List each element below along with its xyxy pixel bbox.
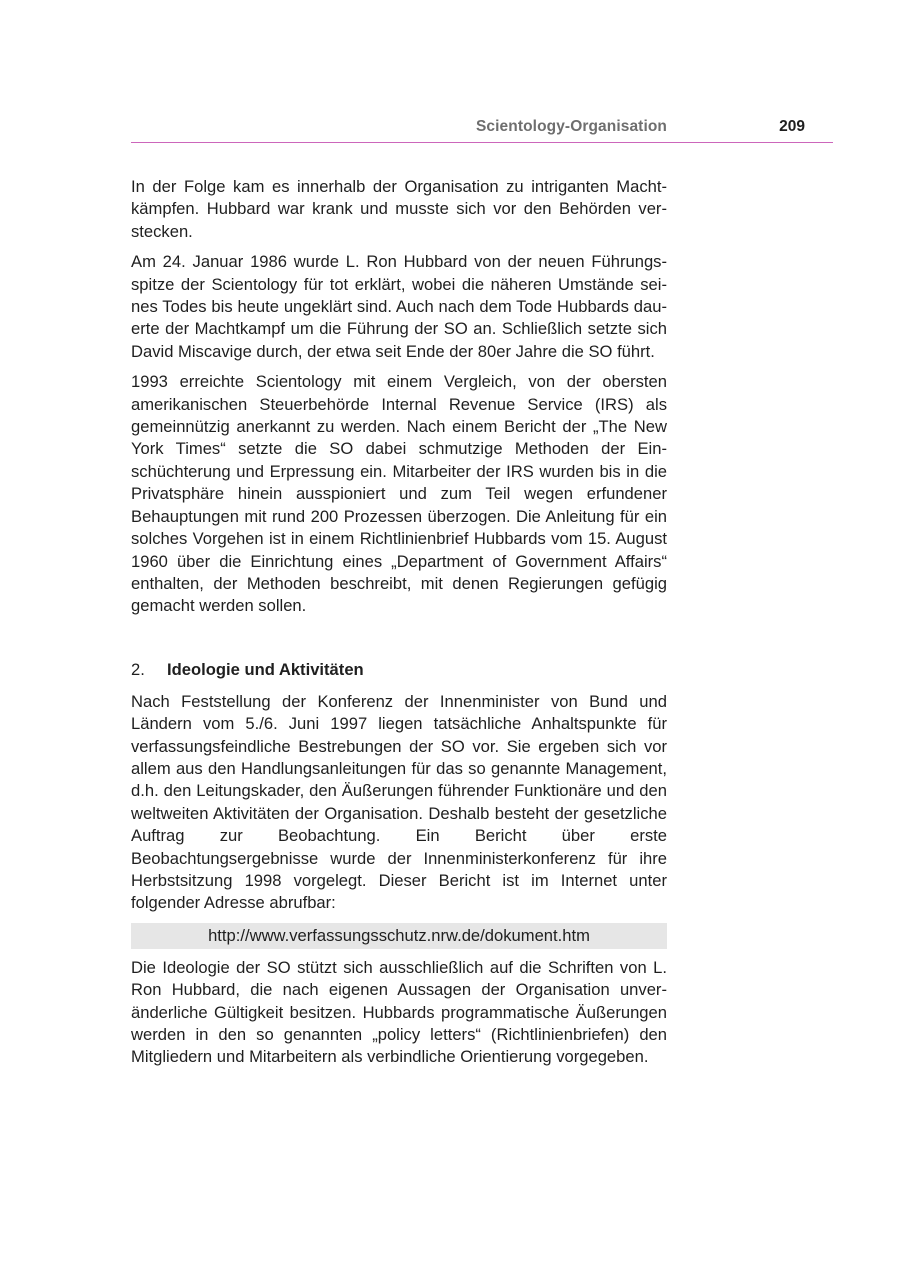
header-title: Scientology-Organisation: [475, 118, 667, 135]
url-box: [131, 923, 667, 949]
paragraph-power-struggle: In der Folge kam es innerhalb der Organisation zu intriganten Machtkämpfen. Hubbard war krank und musste sich vor den Behörden verstecken.: [131, 177, 667, 241]
page-body: [131, 176, 667, 1077]
page-number: 209: [779, 118, 805, 135]
paragraph-ideology: Die Ideologie der SO stützt sich ausschließlich auf die Schriften von L. Ron Hubbard, die nach eigenen Aussagen der Organisation unveränderliche Gültigkeit besitzen. Hubbards programmatische Äußerungen werden in den so genannten „policy letters“ (Richtlinienbriefen) den Mitgliedern und Mitarbeitern als verbindliche Orientierung vorgegeben.: [131, 957, 667, 1067]
section-number: 2.: [131, 659, 145, 679]
paragraph-irs-recognition: 1993 erreichte Scientology mit einem Vergleich, von der obersten amerikanischen Steuerbehörde Internal Revenue Service (IRS) als gemeinnützig anerkannt zu werden. Nach einem Bericht der „The New York Times“ setzte die SO dabei schmutzige Methoden der Einschüchterung und Erpressung ein. Mitarbeiter der IRS wurden bis in die Privatsphäre hinein ausspioniert und zum Teil wegen erfundener Behauptungen mit rund 200 Prozessen überzogen. Die Anleitung für ein solches Vorgehen ist in einem Richtlinienbrief Hubbards vom 15. August 1960 über die Einrichtung eines „Department of Government Affairs“ enthalten, der Methoden beschreibt, mit denen Regierungen gefügig gemacht werden sollen.: [131, 372, 667, 616]
running-header: [131, 116, 833, 143]
paragraph-hubbard-death: Am 24. Januar 1986 wurde L. Ron Hubbard von der neuen Führungsspitze der Scientology für tot erklärt, wobei die näheren Umstände seines Todes bis heute ungeklärt sind. Auch nach dem Tode Hubbards dauerte der Machtkampf um die Führung der SO an. Schließlich setzte sich David Miscavige durch, der etwa seit Ende der 80er Jahre die SO führt.: [131, 252, 667, 361]
paragraph-ministers-conference: Nach Feststellung der Konferenz der Innenminister von Bund und Ländern vom 5./6. Juni 1997 liegen tatsächliche Anhaltspunkte für verfassungsfeindliche Bestrebungen der SO vor. Sie ergeben sich vor allem aus den Handlungsanleitungen für das so genannte Management, d.h. den Leitungskader, den Äußerungen führender Funktionäre und den weltweiten Aktivitäten der Organisation. Deshalb besteht der gesetzliche Auftrag zur Beobachtung. Ein Bericht über erste Beobachtungsergebnisse wurde der Innenministerkonferenz für ihre Herbstsitzung 1998 vorgelegt. Dieser Bericht ist im Internet unter folgender Adresse abrufbar:: [131, 691, 667, 913]
section-heading: [131, 659, 667, 681]
report-url[interactable]: http://www.verfassungsschutz.nrw.de/dokument.htm: [208, 925, 590, 945]
section-title: Ideologie und Aktivitäten: [167, 659, 364, 679]
